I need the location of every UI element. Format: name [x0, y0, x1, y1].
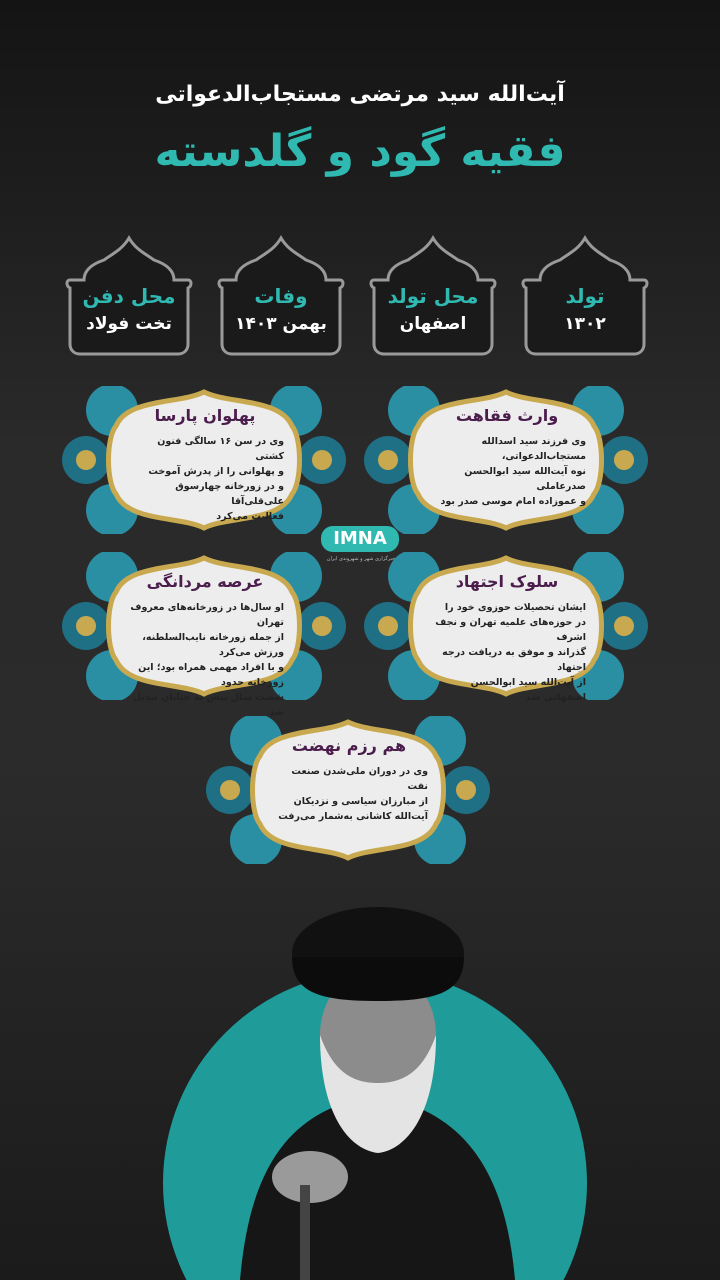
- card-line: آیت‌الله کاشانی به‌شمار می‌رفت: [278, 811, 428, 822]
- portrait-illustration: [160, 905, 590, 1280]
- card-title: سلوک اجتهاد: [455, 572, 559, 591]
- badge-birth: [518, 234, 652, 356]
- card-title: پهلوان پارسا: [154, 406, 256, 425]
- card-line: از مبارزان سیاسی و نزدیکان: [293, 796, 428, 807]
- card-line: نوه آیت‌الله سید ابوالحسن صدرعاملی: [464, 466, 586, 492]
- card-line: وی در سن ۱۶ سالگی فنون کشتی: [157, 436, 284, 462]
- badge-death: [214, 234, 348, 356]
- card-line: ایشان تحصیلات حوزوی خود را: [444, 602, 586, 613]
- card-body: [270, 764, 428, 824]
- card-line: گذراند و موفق به دریافت درجه اجتهاد: [442, 647, 586, 673]
- card-title: عرصه مردانگی: [146, 572, 264, 591]
- card-line: شصت سال پیش به خیابان تبدیل شد: [132, 692, 284, 718]
- badge-value: تخت فولاد: [86, 314, 172, 334]
- badge-label: وفات: [254, 284, 308, 308]
- badge-value: اصفهان: [399, 314, 467, 334]
- card-body: [428, 600, 586, 705]
- badge-label: محل تولد: [387, 284, 479, 308]
- logo-mark: IMNA: [321, 526, 399, 552]
- card-champion: [62, 386, 346, 534]
- card-body: [126, 434, 284, 524]
- card-ijtihad: [364, 552, 648, 703]
- badge-birthplace: [366, 234, 500, 356]
- card-line: وی در دوران ملی‌شدن صنعت نفت: [291, 766, 428, 792]
- card-heir: [364, 386, 648, 534]
- badge-label: محل دفن: [82, 284, 176, 308]
- card-line: از جمله زورخانه نایب‌السلطنه، ورزش می‌کرد: [142, 632, 284, 658]
- badge-label: تولد: [565, 284, 605, 308]
- badge-value: ۱۳۰۲: [564, 314, 606, 334]
- card-line: وی فرزند سید اسدالله مستجاب‌الدعواتی،: [481, 436, 586, 462]
- cane-icon: [300, 1185, 310, 1280]
- card-line: و عموزاده امام موسی صدر بود: [440, 496, 586, 507]
- card-body: [428, 434, 586, 509]
- card-title: هم رزم نهضت: [291, 736, 407, 755]
- card-line: و در زورخانه چهارسوق علی‌قلی‌آقا: [175, 481, 284, 507]
- card-body: [126, 600, 284, 720]
- logo-tagline: خبرگزاری شهر و شهروندی ایران: [326, 556, 396, 562]
- card-manhood: [62, 552, 346, 718]
- card-line: در حوزه‌های علمیه تهران و نجف اشرف: [435, 617, 586, 643]
- card-comrade: [206, 716, 490, 864]
- card-line: و با افراد مهمی همراه بود؛ این زورخانه حدود: [138, 662, 284, 688]
- card-line: فعالیت می‌کرد: [216, 511, 284, 522]
- card-line: و پهلوانی را از پدرش آموخت: [148, 466, 284, 477]
- card-line: او سال‌ها در زورخانه‌های معروف تهران: [130, 602, 284, 628]
- header-subtitle: آیت‌الله سید مرتضی مستجاب‌الدعواتی: [155, 82, 565, 107]
- header-title: فقیه گود و گلدسته: [154, 126, 566, 177]
- card-line: از آیت‌الله سید ابوالحسن اصفهانی شد: [470, 677, 586, 703]
- badge-burial: [62, 234, 196, 356]
- badge-value: بهمن ۱۴۰۳: [235, 314, 327, 334]
- card-title: وارث فقاهت: [455, 406, 559, 425]
